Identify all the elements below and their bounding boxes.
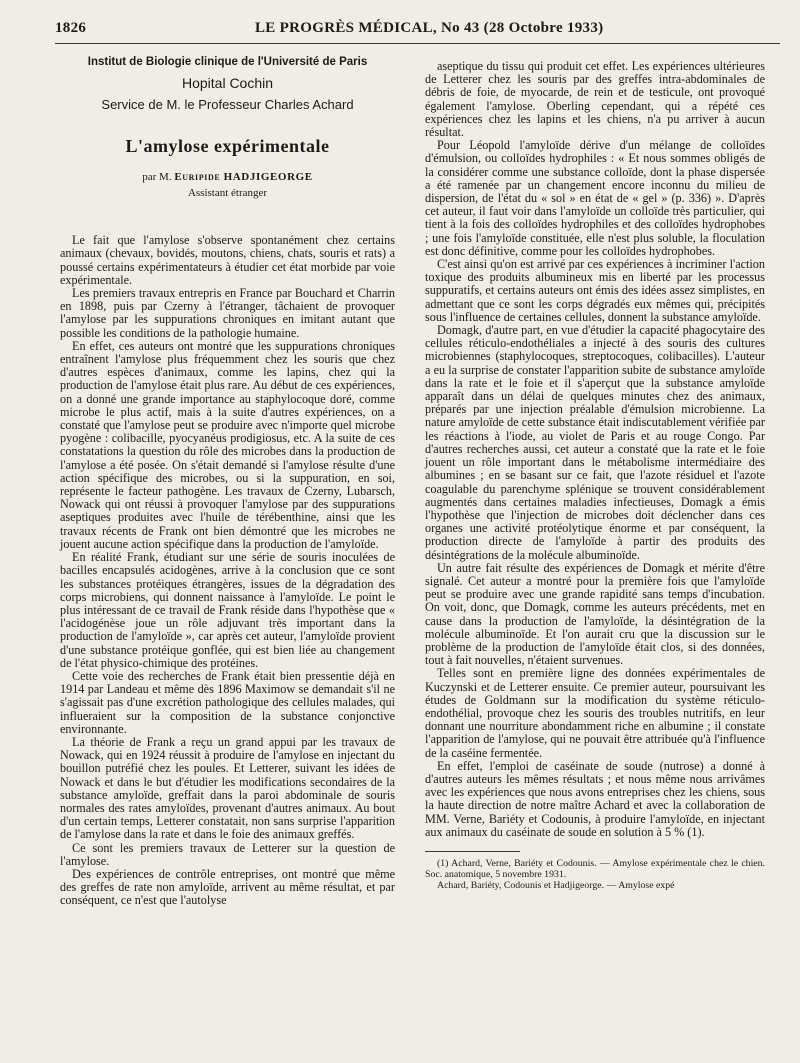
body-paragraph: Cette voie des recherches de Frank était bien pressentie déjà en 1914 par Landeau et même dès 1896 Maximow se demandait s'il ne s'agissait pas d'une excrétion pathologique des cellules malades, qui influeraient sur la composition de la substance conjonctive environnante. xyxy=(60,668,395,736)
footnote: (1) Achard, Verne, Bariéty et Codounis. — Amylose expérimentale chez le chien. Soc. anatomique, 5 novembre 1931. xyxy=(425,857,765,880)
footnote: Achard, Bariéty, Codounis et Hadjigeorge. — Amylose expé xyxy=(437,879,675,891)
header-rule xyxy=(55,43,780,44)
body-paragraph: Un autre fait résulte des expériences de Domagk et mérite d'être signalé. Cet auteur a montré pour la première fois que l'amyloïde peut se produire avec une grande rapidité sans temps d'incubation. On voit, donc, que Domagk, comme les auteurs précédents, met en cause dans la production de l'amyloïde, la désintégration de la molécule albuminoïde. Et l'on aurait cru que la discussion sur le problème de la production de l'amyloïde était clos, si des données, tout à fait nouvelles, n'étaient survenues. xyxy=(425,560,765,668)
body-paragraph: En effet, l'emploi de caséinate de soude (nutrose) a donné à d'autres auteurs les mêmes résultats ; et nous même nous arrivâmes avec les expériences que nous avons entreprises chez les chiens, sous la haute direction de notre maître Achard et avec la collaboration de MM. Verne, Bariéty et Codounis, à produire l'amyloïde, en injectant aux animaux du caséinate de soude en solution à 5 % (1). xyxy=(425,758,765,839)
footnotes xyxy=(425,858,765,891)
page-number: 1826 xyxy=(55,20,87,36)
service-line: Service de M. le Professeur Charles Achard xyxy=(101,97,354,113)
body-paragraph: La théorie de Frank a reçu un grand appui par les travaux de Nowack, qui en 1924 réussit à produire de l'amylose en injectant du bouillon putréfié chez les poules. Et Letterer, suivant les idées de Nowack et dans le but d'étudier les modifications secondaires de la substance amyloïde, greffait dans la paroi abdominale de souris normales des rates amyloïdes, provenant d'autres animaux. Au bout d'un certain temps, Letterer constatait, non sans surprise l'apparition de l'amylose dans la rate et dans le foie des animaux greffés. xyxy=(60,734,395,842)
running-header xyxy=(55,20,780,42)
author-role: Assistant étranger xyxy=(187,187,268,200)
right-column xyxy=(425,60,765,891)
body-paragraph: aseptique du tissu qui produit cet effet. Les expériences ultérieures de Letterer chez les souris par des greffes intra-abdominales de débris de foie, de myocarde, de rein et de testicule, ont provoqué également l'amylose. Oberling cependant, qui a répété ces expériences chez les lapins et les chiens, n'a pu arriver à aucun résultat. xyxy=(425,59,765,140)
hospital-line: Hopital Cochin xyxy=(181,75,274,92)
left-body-text xyxy=(60,234,395,907)
article-title: L'amylose expérimentale xyxy=(125,135,330,156)
body-paragraph: Des expériences de contrôle entreprises, ont montré que même des greffes de rate non amyloïde, arrivent au même résultat, et par conséquent, ce n'est que l'autolyse xyxy=(60,866,395,908)
body-paragraph: Le fait que l'amylose s'observe spontanément chez certains animaux (chevaux, bovidés, moutons, chiens, chats, souris et rats) a poussé certains expérimentateurs à étudier cet état morbide par voie expérimentale. xyxy=(60,233,395,287)
body-paragraph: Domagk, d'autre part, en vue d'étudier la capacité phagocytaire des cellules réticulo-endothéliales a injecté à des souris des cultures microbiennes (staphylocoques, streptocoques, colibacilles). L'auteur a eu la surprise de constater l'apparition subite de substance amyloïde dans la rate et le foie et il s'aperçut que la substance amyloïde apparaît dans un délai de quelques minutes chez des animaux, préparés par une injection préalable d'émulsion microbienne. La nature amyloïde de cette substance était indiscutablement vérifiée par les réactions à l'iode, au violet de Paris et au rouge Congo. Par d'autres recherches aussi, cet auteur a constaté que la rate et le foie jouent un rôle important dans le métabolisme intermédiaire des albumines ; en se basant sur ce fait, que l'azote résiduel et l'azote coagulable du parenchyme splénique se trouvent considérablement augmentés dans certaines maladies infectieuses, Domagk a émis l'hypothèse que l'injection de microbes doit déclencher dans ces organes une activité protéolytique énorme et par conséquent, la production directe de l'amyloïde à partir des produits des désintégrations de la molécule albuminoïde. xyxy=(425,323,765,562)
body-paragraph: Ce sont les premiers travaux de Letterer sur la question de l'amylose. xyxy=(60,840,395,868)
journal-title: LE PROGRÈS MÉDICAL, No 43 (28 Octobre 1933) xyxy=(255,20,604,36)
body-paragraph: Telles sont en première ligne des données expérimentales de Kuczynski et de Letterer ensuite. Ce premier auteur, poursuivant les études de Goldmann sur la modification du système réticulo-endothélial, provoque chez les souris des troubles nutritifs, en leur donnant une nourriture abondamment riche en albumine ; il constate l'apparition de l'amylose, qui ne pouvait être attribuée qu'à l'influence de la caséine fermentée. xyxy=(425,666,765,760)
byline-prefix: par M. xyxy=(142,170,175,183)
left-column xyxy=(60,56,395,908)
author-name: Euripide HADJIGEORGE xyxy=(174,170,313,183)
body-paragraph: En réalité Frank, étudiant sur une série de souris inoculées de bacilles encapsulés acidogènes, arrive à la conclusion que ce sont les substances protéiques étrangères, issues de la dégradation des corps microbiens, qui donnent naissance à l'amyloïde. Le point le plus intéressant de ce travail de Frank réside dans l'hypothèse que « l'acidogénèse joue un rôle adjuvant très important dans la production de l'amyloïde », car après cet auteur, l'amyloïde provient d'une substance protéique gonflée, qui est bien liée au changement de l'état physico-chimique des protéines. xyxy=(60,550,395,670)
body-paragraph: En effet, ces auteurs ont montré que les suppurations chroniques entraînent l'amylose plus fréquemment chez les souris que chez d'autres espèces d'animaux, comme les lapins, chez qui la production de l'amylose était plus rare. Au début de ces expériences, on a donné une grande importance au staphylocoque doré, comme microbe le plus actif, mais à la suite d'autres expériences, on a constaté que l'amylose peut se produire avec n'importe quel microbe pyogène : colibacille, pyocyanéus prodigiosus, etc. A la suite de ces constatations la question du rôle des microbes dans la production de l'amylose a été posée. On s'était demandé si l'amylose résulte d'une action spécifique des microbes, ou si la suppuration, en soi, représente le facteur pathogène. Les travaux de Czerny, Lubarsch, Nowack qui ont réussi à provoquer l'amylose par des suppurations aseptiques produites avec l'huile de térébenthine, ainsi que les travaux récents de Frank ont bien démontré que les microbes ne jouent aucune action spécifique dans la production de l'amyloïde. xyxy=(60,338,395,551)
right-body-text xyxy=(425,60,765,839)
byline xyxy=(60,171,395,184)
body-paragraph: C'est ainsi qu'on est arrivé par ces expériences à incriminer l'action toxique des produits albumineux mis en liberté par les processus suppuratifs, et certains auteurs ont émis des idées assez simplistes, en admettant que ce sont les corps dégradés eux mêmes qui, précipités sous l'influence de certaines cellules, donnent la substance amyloïde. xyxy=(425,257,765,324)
footnote-rule xyxy=(425,851,520,852)
body-paragraph: Pour Léopold l'amyloïde dérive d'un mélange de colloïdes d'émulsion, ou colloïdes hydrophiles : « Et nous sommes obligés de la considérer comme une substance colloïde, dont la phase dispersée a été ramenée par un changement encore inconnu du milieu de dispersion, de l'état du « sol » en état de « gel » (p. 336) ». D'après cet auteur, il faut voir dans l'amyloïde un colloïde très particulier, qui tient à la fois des colloïdes hydrophiles et des colloïdes hydrophobes ; une fois l'amyloïde constituée, elle n'est plus soluble, la floculation est donc définitive, comme pour les colloïdes hydrophobes. xyxy=(425,138,765,258)
institute-line: Institut de Biologie clinique de l'Université de Paris xyxy=(87,56,368,68)
body-paragraph: Les premiers travaux entrepris en France par Bouchard et Charrin en 1898, puis par Czerny à l'étranger, tâchaient de provoquer l'amylose par les suppurations chroniques en imitant autant que possible les conditions de la pathologie humaine. xyxy=(60,286,395,340)
